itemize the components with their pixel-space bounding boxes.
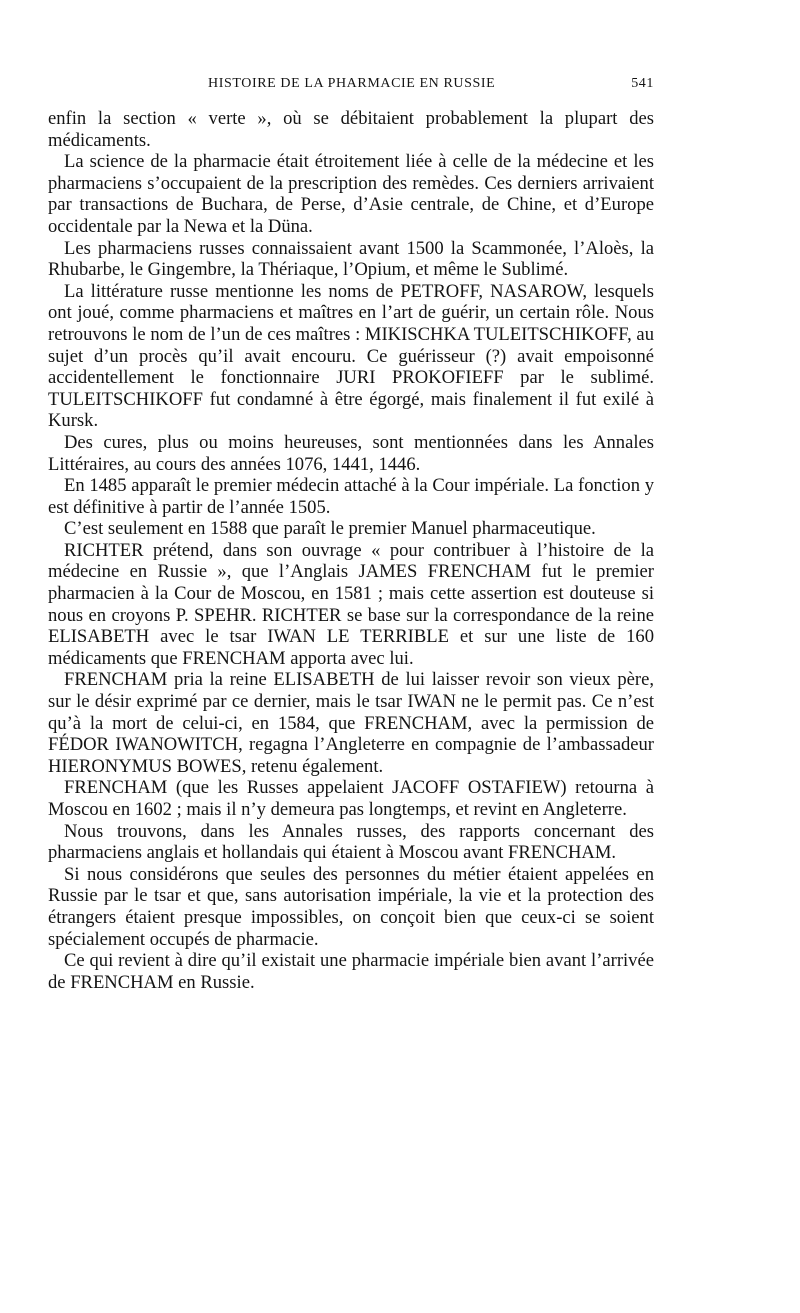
paragraph: FRENCHAM pria la reine ELISABETH de lui laisser revoir son vieux père, sur le désir exprimé par ce dernier, mais le tsar IWAN ne le permit pas. Ce n’est qu’à la mort de celui-ci, en 1584, que FRENCHAM, avec la permission de FÉDOR IWANOWITCH, regagna l’Angleterre en compagnie de l’ambassadeur HIERONYMUS BOWES, retenu également. — [48, 669, 654, 777]
paragraph: FRENCHAM (que les Russes appelaient JACOFF OSTAFIEW) retourna à Moscou en 1602 ; mais il n’y demeura pas longtemps, et revint en Angleterre. — [48, 777, 654, 820]
paragraph: RICHTER prétend, dans son ouvrage « pour contribuer à l’histoire de la médecine en Russie », que l’Anglais JAMES FRENCHAM fut le premier pharmacien à la Cour de Moscou, en 1581 ; mais cette assertion est douteuse si nous en croyons P. SPEHR. RICHTER se base sur la correspondance de la reine ELISABETH avec le tsar IWAN LE TERRIBLE et sur une liste de 160 médicaments que FRENCHAM apporta avec lui. — [48, 539, 654, 669]
paragraph: La science de la pharmacie était étroitement liée à celle de la médecine et les pharmaciens s’occupaient de la prescription des remèdes. Ces derniers arrivaient par transactions de Buchara, de Perse, d’Asie centrale, de Chine, et d’Europe occidentale par la Newa et la Düna. — [48, 151, 654, 237]
running-title: HISTOIRE DE LA PHARMACIE EN RUSSIE — [208, 76, 496, 91]
paragraph: C’est seulement en 1588 que paraît le premier Manuel pharmaceutique. — [64, 518, 596, 540]
paragraph: Ce qui revient à dire qu’il existait une pharmacie impériale bien avant l’arrivée de FRENCHAM en Russie. — [48, 950, 654, 993]
paragraph: Si nous considérons que seules des personnes du métier étaient appelées en Russie par le tsar et que, sans autorisation impériale, la vie et la protection des étrangers étaient presque impossibles, on conçoit bien que ceux-ci se soient spécialement occupés de pharmacie. — [48, 863, 654, 950]
body-text — [48, 108, 654, 993]
paragraph: En 1485 apparaît le premier médecin attaché à la Cour impériale. La fonction y est définitive à partir de l’année 1505. — [48, 475, 654, 518]
paragraph: Nous trouvons, dans les Annales russes, des rapports concernant des pharmaciens anglais et hollandais qui étaient à Moscou avant FRENCHAM. — [48, 820, 654, 864]
paragraph: Des cures, plus ou moins heureuses, sont mentionnées dans les Annales Littéraires, au cours des années 1076, 1441, 1446. — [48, 431, 654, 475]
paragraph: enfin la section « verte », où se débitaient probablement la plupart des médicaments. — [48, 108, 654, 151]
paragraph: La littérature russe mentionne les noms de PETROFF, NASAROW, lesquels ont joué, comme pharmaciens et maîtres en l’art de guérir, un certain rôle. Nous retrouvons le nom de l’un de ces maîtres : MIKISCHKA TULEITSCHIKOFF, au sujet d’un procès qu’il avait encouru. Ce guérisseur (?) avait empoisonné accidentellement le fonctionnaire JURI PROKOFIEFF par le sublimé. TULEITSCHIKOFF fut condamné à être égorgé, mais finalement il fut exilé à Kursk. — [48, 280, 654, 432]
page-number: 541 — [631, 76, 654, 91]
paragraph: Les pharmaciens russes connaissaient avant 1500 la Scammonée, l’Aloès, la Rhubarbe, le Gingembre, la Thériaque, l’Opium, et même le Sublimé. — [48, 237, 654, 281]
